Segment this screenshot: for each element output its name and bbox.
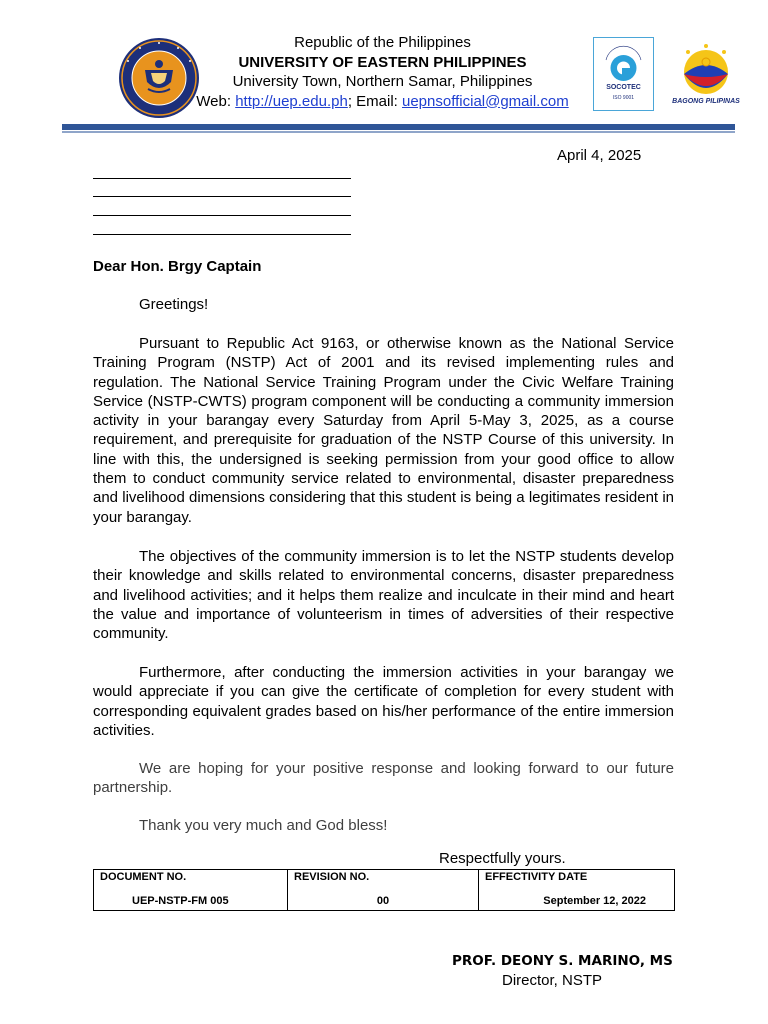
address-line	[93, 178, 351, 179]
signatory-name: PROF. DEONY S. MARINO, MS	[452, 953, 673, 969]
header-divider-shadow	[62, 131, 735, 133]
address-line	[93, 234, 351, 235]
revision-no-cell	[288, 870, 479, 911]
header-divider	[62, 124, 735, 130]
letterhead-text	[180, 33, 585, 111]
body-paragraph-2	[93, 547, 674, 643]
university-address: University Town, Northern Samar, Philippines	[232, 73, 533, 90]
address-line	[93, 215, 351, 216]
effectivity-date-value: September 12, 2022	[543, 895, 646, 907]
effectivity-date-cell	[479, 870, 675, 911]
closing: Respectfully yours.	[439, 850, 566, 867]
iso-caption: ISO 9001	[612, 95, 635, 101]
document-no-cell	[94, 870, 288, 911]
university-name: UNIVERSITY OF EASTERN PHILIPPINES	[238, 53, 527, 71]
signatory-position: Director, NSTP	[502, 972, 603, 989]
email-label: ; Email:	[347, 92, 402, 110]
address-line	[93, 196, 351, 197]
effectivity-date-header: EFFECTIVITY DATE	[485, 871, 588, 883]
thanks-line: Thank you very much and God bless!	[139, 817, 388, 834]
bagong-pilipinas-caption: BAGONG PILIPINAS	[672, 98, 740, 105]
salutation: Dear Hon. Brgy Captain	[93, 258, 262, 275]
bagong-pilipinas-logo	[672, 42, 740, 110]
body-paragraph-4	[93, 759, 674, 798]
country-line: Republic of the Philippines	[294, 34, 471, 51]
body-paragraph-3-text: Furthermore, after conducting the immersion activities in your barangay we would appreciate if you can give the certificate of completion for every student with corresponding equivalent grades based on his/her performance of the entire immersion activities.	[93, 664, 674, 739]
revision-no-value: 00	[376, 895, 390, 907]
document-control-table	[93, 869, 675, 911]
greeting: Greetings!	[139, 296, 209, 313]
email-link[interactable]: uepnsofficial@gmail.com	[402, 92, 569, 110]
table-row	[94, 870, 675, 911]
body-paragraph-3	[93, 663, 674, 740]
web-label: Web:	[196, 92, 236, 110]
body-paragraph-1	[93, 334, 674, 527]
socotec-caption: SOCOTEC	[606, 84, 641, 91]
document-no-header: DOCUMENT NO.	[100, 871, 187, 883]
letter-date: April 4, 2025	[557, 147, 642, 164]
body-paragraph-2-text: The objectives of the community immersion is to let the NSTP students develop their knowledge and skills related to environmental concerns, disaster preparedness and livelihood activities; and it helps them realize and inculcate in their mind and heart the value and importance of volunteerism in times of adversities of their respective community.	[93, 548, 674, 643]
contact-line	[180, 92, 585, 112]
website-link[interactable]: http://uep.edu.ph	[235, 92, 348, 110]
body-paragraph-4-text: We are hoping for your positive response and looking forward to our future partnership.	[93, 760, 674, 797]
body-paragraph-1-text: Pursuant to Republic Act 9163, or otherwise known as the National Service Training Program (NSTP) Act of 2001 and its revised implementing rules and regulation. The National Service Training Program under the Civic Welfare Training Service (NSTP-CWTS) program component will be conducting a community immersion activity in your barangay every Saturday from April 5-May 3, 2025, as a course requirement, and prerequisite for graduation of the NSTP Course of this university. In line with this, the undersigned is seeking permission from your good office to allow them to conduct community service related to environmental, disaster preparedness and livelihood dimensions considering that this student is being a legitimates resident in your barangay.	[93, 335, 674, 526]
revision-no-header: REVISION NO.	[294, 871, 370, 883]
socotec-iso-logo	[593, 37, 654, 111]
document-no-value: UEP-NSTP-FM 005	[132, 895, 229, 907]
